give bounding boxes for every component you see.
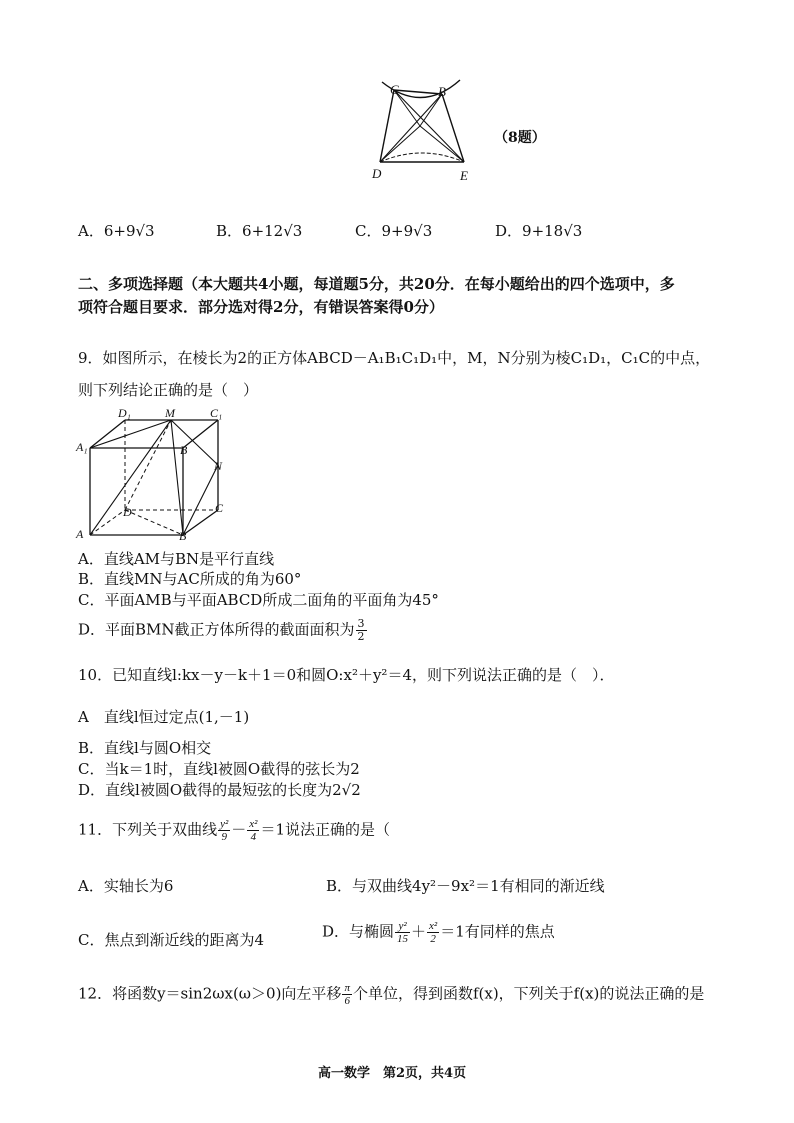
q9-frac-den: 2 — [357, 630, 365, 643]
section2-heading-line2: 项符合题目要求．部分选对得2分，有错误答案得0分） — [78, 298, 444, 316]
q11-frac-y2-9: $\frac{\text{y²}}{9}$ — [220, 818, 229, 843]
q12-stem-post: 个单位，得到函数f(x)，下列关于f(x)的说法正确的是 — [352, 984, 705, 1003]
q11-stem-post: ＝1说法正确的是（ — [260, 820, 391, 839]
q9-stem-line1: 9．如图所示，在棱长为2的正方体ABCD－A₁B₁C₁D₁中，M，N分别为棱C₁D₁，C₁C的中点， — [78, 349, 711, 367]
q11-option-b: B．与双曲线4y²－9x²＝1有相同的渐近线 — [326, 877, 605, 895]
q9-option-d — [78, 618, 368, 643]
q8-label-b: B — [438, 84, 446, 99]
q12-stem-pre: 12．将函数y＝sin2ωx(ω＞0)向左平移 — [78, 984, 342, 1003]
q12-frac-pi-6: $\frac{\pi}{6}$ — [344, 982, 350, 1007]
q9-label-d: D — [123, 505, 132, 519]
q9-stem-line2: 则下列结论正确的是（ ） — [78, 381, 259, 399]
q11-option-d-post: ＝1有同样的焦点 — [440, 922, 555, 941]
q9-label-n: N — [214, 459, 223, 473]
q11-stem: 11．下列关于双曲线 $\frac{\text{y²}}{9}$ － $\frac{\text{x²}}{4}$ ＝1说法正确的是（ — [78, 818, 391, 843]
q9-option-b: B．直线MN与AC所成的角为60° — [78, 570, 302, 588]
q11-option-d: D．与椭圆 $\frac{\text{y²}}{15}$ ＋ $\frac{\text{x²}}{2}$ ＝1有同样的焦点 — [322, 920, 555, 945]
q11-stem-pre: 11．下列关于双曲线 — [78, 820, 218, 839]
q8-label-c: C — [390, 82, 399, 97]
q9-label-c1: C₁ — [210, 406, 223, 420]
q9-cube-figure — [78, 400, 248, 545]
q9-label-a: A — [76, 527, 84, 541]
q9-option-d-fraction — [356, 618, 367, 643]
q9-label-d1: D₁ — [118, 406, 131, 420]
q10-stem: 10．已知直线l:kx－y－k＋1＝0和圆O:x²＋y²＝4，则下列说法正确的是（ ）． — [78, 666, 615, 684]
q9-label-c: C — [215, 501, 224, 515]
q9-option-a: A．直线AM与BN是平行直线 — [78, 550, 275, 568]
q8-option-d: D．9+18√3 — [495, 222, 583, 240]
q9-label-m: M — [165, 406, 175, 420]
section2-heading-line1: 二、多项选择题（本大题共4小题，每道题5分，共20分．在每小题给出的四个选项中，多 — [78, 275, 675, 293]
q8-option-a: A．6+9√3 — [78, 222, 155, 240]
page-footer: 高一数学 第2页，共4页 — [318, 1066, 467, 1081]
q8-option-c: C．9+9√3 — [355, 222, 433, 240]
q11-frac-x2-2: $\frac{\text{x²}}{2}$ — [429, 920, 438, 945]
q9-option-c: C．平面AMB与平面ABCD所成二面角的平面角为45° — [78, 591, 439, 609]
q9-label-a1: A₁ — [76, 440, 88, 454]
q10-option-a: A 直线l恒过定点(1,－1) — [78, 708, 250, 726]
q11-frac-x2-4: $\frac{\text{x²}}{4}$ — [249, 818, 258, 843]
q11-option-d-pre: D．与椭圆 — [322, 922, 395, 941]
q8-option-b: B．6+12√3 — [216, 222, 303, 240]
q8-label-d: D — [372, 166, 382, 181]
q11-frac-y2-15: $\frac{\text{y²}}{15}$ — [397, 920, 409, 945]
q8-label-e: E — [460, 168, 468, 183]
q12-stem — [78, 982, 704, 1007]
q10-option-d: D．直线l被圆O截得的最短弦的长度为2√2 — [78, 781, 361, 799]
q10-option-c: C．当k＝1时，直线l被圆O截得的弦长为2 — [78, 760, 360, 778]
q9-frac-num: 3 — [357, 617, 365, 630]
q11-option-c: C．焦点到渐近线的距离为4 — [78, 931, 265, 949]
q9-label-b1: B — [180, 443, 188, 457]
q11-option-a: A．实轴长为6 — [78, 877, 174, 895]
q9-option-d-text: D．平面BMN截正方体所得的截面面积为 — [78, 620, 355, 639]
q9-label-b: B — [179, 529, 187, 543]
q10-option-b: B．直线l与圆O相交 — [78, 739, 212, 757]
q8-figure-caption: （8题） — [494, 130, 546, 146]
